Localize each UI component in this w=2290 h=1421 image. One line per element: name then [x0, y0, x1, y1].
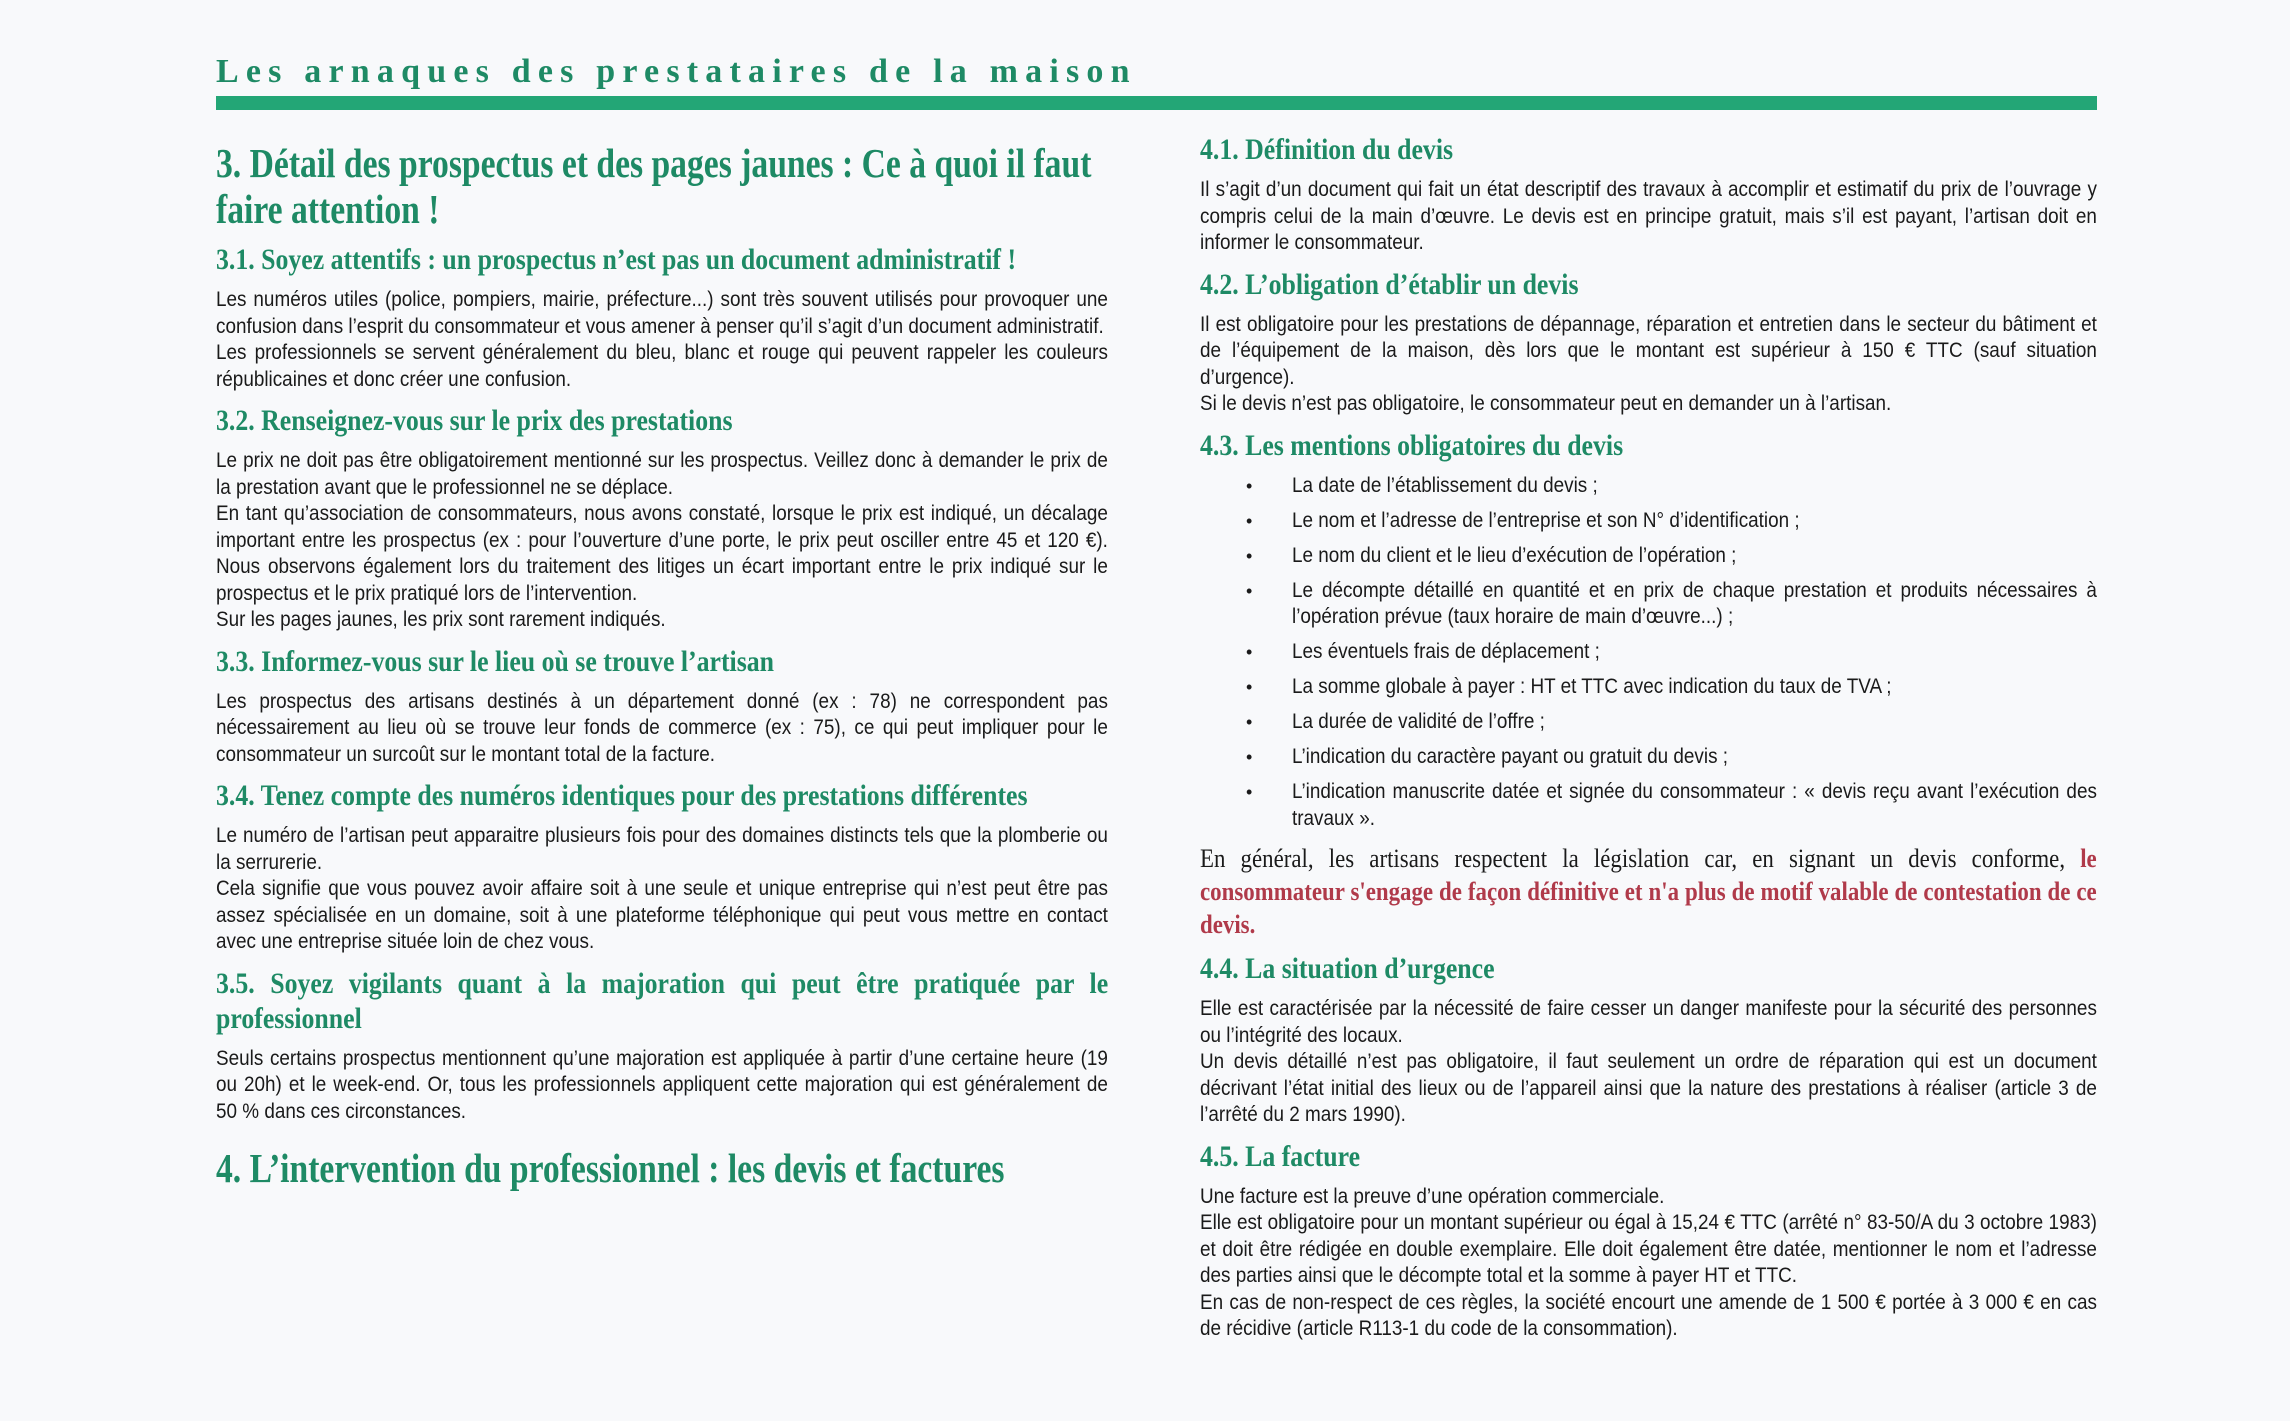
list-item: [1200, 639, 2097, 666]
section-4-4-heading: 4.4. La situation d’urgence: [1200, 952, 1495, 985]
section-3-3: [216, 644, 1108, 769]
mandatory-mentions-list: [1200, 473, 2097, 833]
paragraph: Les prospectus des artisans destinés à un département donné (ex : 78) ne correspondent pas nécessairement au lieu où se trouve leur fonds de commerce (ex : 75), ce qui peut impliquer pour le consommateur un surcoût sur le montant total de la facture.: [216, 689, 1108, 766]
paragraph: Le prix ne doit pas être obligatoirement mentionné sur les prospectus. Veillez donc à demander le prix de la prestation avant que le professionnel ne se déplace.: [216, 449, 1108, 499]
bullet-icon: •: [1246, 747, 1253, 767]
list-item-text: La somme globale à payer : HT et TTC avec indication du taux de TVA ;: [1292, 675, 1892, 698]
list-item: [1200, 779, 2097, 832]
header-divider-rule: [216, 96, 2097, 110]
paragraph: Seuls certains prospectus mentionnent qu’une majoration est appliquée à partir d’une certaine heure (19 ou 20h) et le week-end. Or, tous les professionnels appliquent cette majoration qui est généralement de 50 % dans ces circonstances.: [216, 1046, 1108, 1123]
section-3-4: [216, 778, 1108, 956]
section-3-1-heading: 3.1. Soyez attentifs : un prospectus n’est pas un document administratif !: [216, 243, 1017, 276]
paragraph: En tant qu’association de consommateurs, nous avons constaté, lorsque le prix est indiqué, un décalage important entre les prospectus (ex : pour l’ouverture d’une porte, le prix peut osciller entre 45 et 120 €). Nous observons également lors du traitement des litiges un écart important entre le prix indiqué sur le prospectus et le prix pratiqué lors de l’intervention.: [216, 502, 1108, 605]
bullet-icon: •: [1246, 712, 1253, 732]
section-4-3: [1200, 428, 2097, 942]
list-item: [1200, 744, 2097, 771]
paragraph: Sur les pages jaunes, les prix sont rarement indiqués.: [216, 608, 666, 631]
list-item: [1200, 709, 2097, 736]
section-4-2-heading: 4.2. L’obligation d’établir un devis: [1200, 267, 1579, 301]
warning-note: [1200, 842, 2097, 941]
paragraph: Un devis détaillé n’est pas obligatoire, il faut seulement un ordre de réparation qui est un document décrivant l’état initial des lieux ou de l’appareil ainsi que la nature des prestations à réaliser (article 3 de l’arrêté du 2 mars 1990).: [1200, 1050, 2097, 1126]
section-3-2-heading: 3.2. Renseignez-vous sur le prix des prestations: [216, 404, 733, 437]
section-3-4-heading: 3.4. Tenez compte des numéros identiques pour des prestations différentes: [216, 779, 1028, 812]
bullet-icon: •: [1246, 475, 1253, 496]
page-header-title: Les arnaques des prestataires de la maison: [216, 53, 1137, 90]
bullet-icon: •: [1246, 782, 1253, 802]
left-column: [216, 128, 1108, 1195]
paragraph: Elle est caractérisée par la nécessité de faire cesser un danger manifeste pour la sécurité des personnes ou l’intégrité des locaux.: [1200, 997, 2097, 1047]
list-item: [1200, 578, 2097, 631]
section-4-1-heading: 4.1. Définition du devis: [1200, 133, 1454, 166]
section-4-5-heading: 4.5. La facture: [1200, 1139, 1361, 1173]
list-item-text: L’indication du caractère payant ou gratuit du devis ;: [1292, 745, 1729, 768]
paragraph: Le numéro de l’artisan peut apparaitre plusieurs fois pour des domaines distincts tels que la plomberie ou la serrurerie.: [216, 824, 1108, 874]
list-item: [1200, 473, 2097, 500]
section-3-2: [216, 403, 1108, 634]
paragraph: Il s’agit d’un document qui fait un état descriptif des travaux à accomplir et estimatif du prix de l’ouvrage y compris celui de la main d’œuvre. Le devis est en principe gratuit, mais s’il est payant, l’artisan doit en informer le consommateur.: [1200, 178, 2097, 254]
section-3-1: [216, 242, 1108, 393]
section-3-5-heading: 3.5. Soyez vigilants quant à la majoration qui peut être pratiquée par le professionnel: [216, 966, 1109, 1035]
section-3-3-heading: 3.3. Informez-vous sur le lieu où se trouve l’artisan: [216, 644, 775, 678]
list-item-text: L’indication manuscrite datée et signée du consommateur : « devis reçu avant l’exécution des travaux ».: [1292, 780, 2097, 830]
bullet-icon: •: [1246, 510, 1253, 531]
list-item-text: La date de l’établissement du devis ;: [1292, 473, 1598, 497]
list-item-text: Le nom du client et le lieu d’exécution de l’opération ;: [1292, 543, 1737, 567]
right-column: [1200, 132, 2097, 1351]
list-item-text: Le décompte détaillé en quantité et en prix de chaque prestation et produits nécessaires à l’opération prévue (taux horaire de main d’œuvre...) ;: [1292, 578, 2097, 628]
section-4-3-heading: 4.3. Les mentions obligatoires du devis: [1200, 428, 1624, 462]
section-4-5: [1200, 1139, 2097, 1343]
section-3-5: [216, 966, 1108, 1126]
warning-note-text: En général, les artisans respectent la législation car, en signant un devis conforme,: [1200, 844, 2081, 873]
section-4-heading: 4. L’intervention du professionnel : les devis et factures: [216, 1145, 1005, 1191]
paragraph: Il est obligatoire pour les prestations de dépannage, réparation et entretien dans le secteur du bâtiment et de l’équipement de la maison, dès lors que le montant est supérieur à 150 € TTC (sauf situation d’urgence).: [1200, 312, 2097, 389]
section-4-2: [1200, 267, 2097, 418]
list-item-text: Le nom et l’adresse de l’entreprise et son N° d’identification ;: [1292, 508, 1800, 532]
section-3-heading: 3. Détail des prospectus et des pages jaunes : Ce à quoi il faut faire attention !: [216, 140, 1092, 232]
paragraph: Elle est obligatoire pour un montant supérieur ou égal à 15,24 € TTC (arrêté n° 83-50/A du 3 octobre 1983) et doit être rédigée en double exemplaire. Elle doit également être datée, mentionner le nom et l’adresse des parties ainsi que le décompte total et la somme à payer HT et TTC.: [1200, 1211, 2097, 1287]
list-item: [1200, 508, 2097, 535]
paragraph: Les professionnels se servent généralement du bleu, blanc et rouge qui peuvent rappeler les couleurs républicaines et donc créer une confusion.: [216, 341, 1108, 391]
warning-note-highlight: le consommateur s'engage de façon définitive et n'a plus de motif valable de contestation de ce devis.: [1200, 844, 2097, 939]
section-4-4: [1200, 951, 2097, 1129]
paragraph: Cela signifie que vous pouvez avoir affaire soit à une seule et unique entreprise qui n’est peut être pas assez spécialisée en un domaine, soit à une plateforme téléphonique qui peut vous mettre en contact avec une entreprise située loin de chez vous.: [216, 877, 1108, 953]
list-item-text: La durée de validité de l’offre ;: [1292, 710, 1545, 733]
section-4-1: [1200, 132, 2097, 257]
paragraph: Les numéros utiles (police, pompiers, mairie, préfecture...) sont très souvent utilisés pour provoquer une confusion dans l’esprit du consommateur et vous amener à penser qu’il s’agit d’un document administratif.: [216, 288, 1108, 338]
bullet-icon: •: [1246, 580, 1253, 601]
bullet-icon: •: [1246, 677, 1253, 697]
bullet-icon: •: [1246, 545, 1253, 566]
bullet-icon: •: [1246, 642, 1253, 662]
paragraph: En cas de non-respect de ces règles, la société encourt une amende de 1 500 € portée à 3 000 € en cas de récidive (article R113-1 du code de la consommation).: [1200, 1290, 2097, 1340]
list-item: [1200, 543, 2097, 570]
paragraph: Si le devis n’est pas obligatoire, le consommateur peut en demander un à l’artisan.: [1200, 392, 1892, 415]
paragraph: Une facture est la preuve d’une opération commerciale.: [1200, 1184, 1665, 1208]
list-item: [1200, 674, 2097, 701]
list-item-text: Les éventuels frais de déplacement ;: [1292, 640, 1600, 663]
